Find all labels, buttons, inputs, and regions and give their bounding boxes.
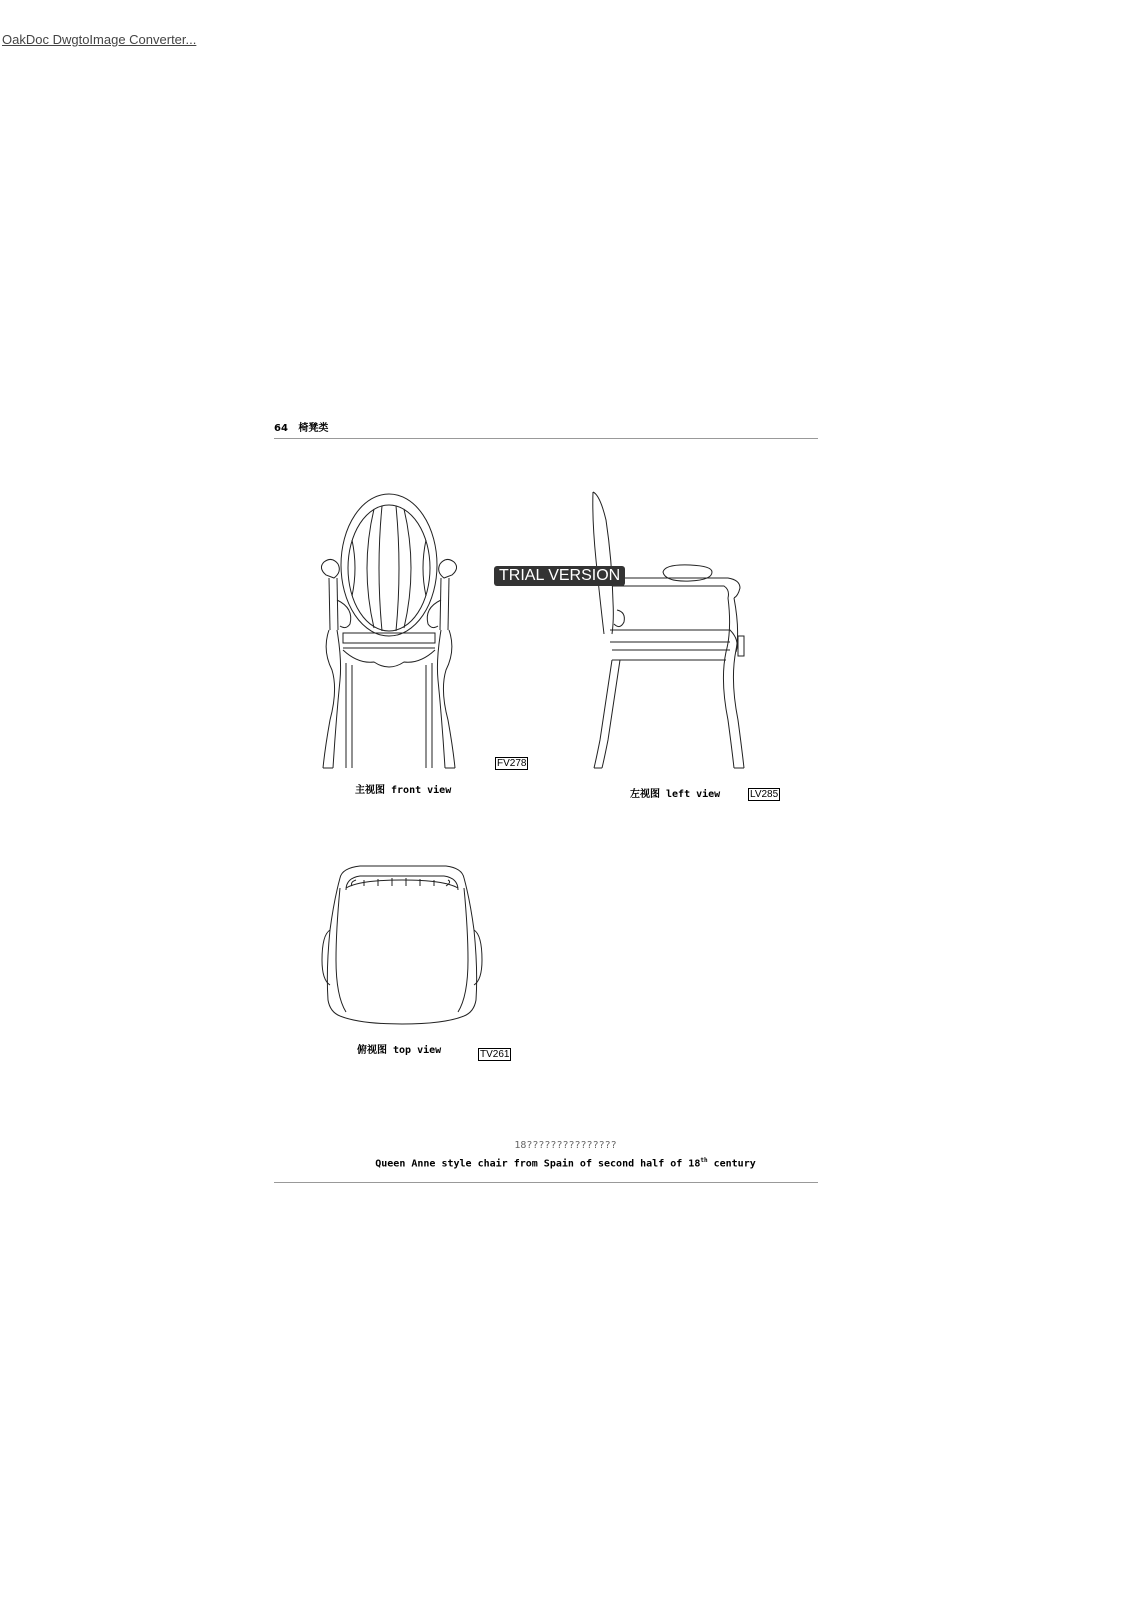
top-view-drawing <box>322 866 482 1024</box>
left-view-code: LV285 <box>750 789 779 800</box>
app-link[interactable]: OakDoc DwgtoImage Converter... <box>2 32 197 47</box>
front-view-drawing <box>321 494 456 768</box>
caption-english <box>0 1157 1131 1169</box>
left-view-label: 左视图 left view <box>630 789 721 800</box>
trial-version-watermark: TRIAL VERSION <box>494 566 625 586</box>
footer-rule <box>274 1182 818 1183</box>
section-title: 椅凳类 <box>298 423 329 434</box>
caption-english-sup: th <box>700 1157 708 1164</box>
front-view-code: FV278 <box>497 758 527 769</box>
top-view-label: 俯视图 top view <box>357 1045 442 1056</box>
caption-english-suffix: century <box>707 1158 756 1170</box>
top-view-code: TV261 <box>480 1049 510 1060</box>
page-number: 64 <box>274 423 288 434</box>
left-view-drawing <box>593 492 744 768</box>
caption-chinese: 18??????????????? <box>514 1140 617 1151</box>
front-view-label: 主视图 front view <box>355 785 452 796</box>
caption-english-prefix: Queen Anne style chair from Spain of second half of 18 <box>375 1158 701 1170</box>
